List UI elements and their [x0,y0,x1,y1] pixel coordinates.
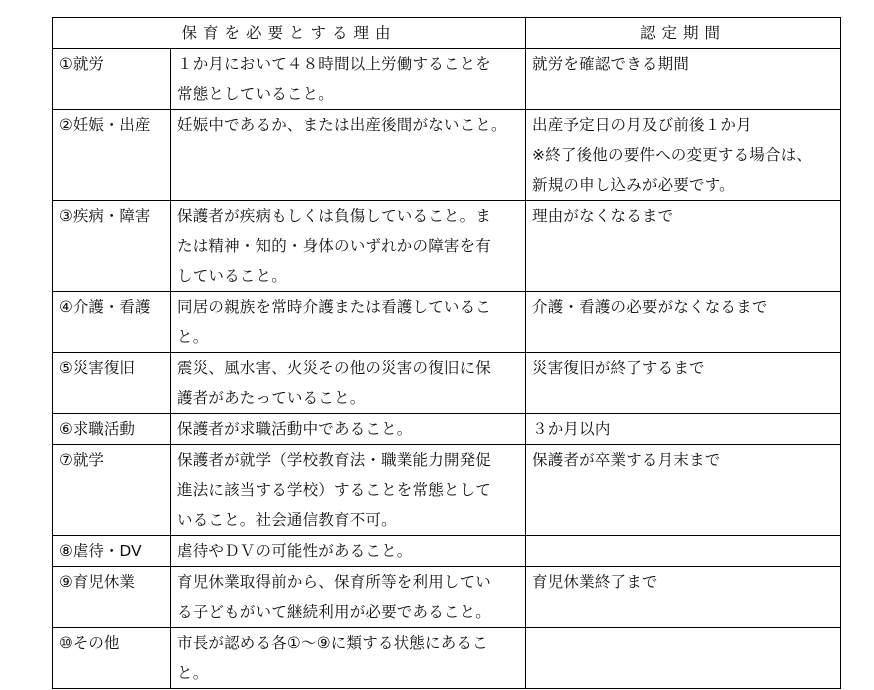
period-line: 育児休業終了まで [532,573,658,591]
header-reason: 保育を必要とする理由 [53,18,526,49]
certification-period [526,414,841,445]
condition-line: 護者があたっていること。 [177,389,366,407]
table-row [53,567,841,628]
reason-category: ⑤災害復旧 [53,353,171,414]
reason-category: ②妊娠・出産 [53,110,171,201]
period-line: 介護・看護の必要がなくなるまで [532,298,768,316]
reason-condition [171,567,526,628]
condition-line: １か月において４８時間以上労働することを [177,55,492,73]
reason-condition [171,414,526,445]
condition-line: 進法に該当する学校）することを常態として [177,481,492,499]
condition-line: 妊娠中であるか、または出産後間がないこと。 [177,116,507,134]
table-row [53,49,841,110]
table-row [53,445,841,536]
period-line: 新規の申し込みが必要です。 [532,176,735,194]
period-line: ３か月以内 [532,420,611,438]
condition-line: 同居の親族を常時介護または看護しているこ [177,298,492,316]
condition-line: 常態としていること。 [177,85,335,103]
reason-condition [171,201,526,292]
certification-period [526,292,841,353]
certification-period [526,201,841,292]
table-row [53,292,841,353]
condition-line: 保護者が疾病もしくは負傷していること。ま [177,207,492,225]
reason-condition [171,292,526,353]
reason-category: ⑥求職活動 [53,414,171,445]
reason-category: ③疾病・障害 [53,201,171,292]
period-line: ※終了後他の要件への変更する場合は、 [532,146,813,164]
condition-line: と。 [177,328,209,346]
table-row [53,110,841,201]
reason-category: ④介護・看護 [53,292,171,353]
condition-line: 震災、風水害、火災その他の災害の復旧に保 [177,359,492,377]
reason-condition [171,445,526,536]
reason-condition [171,628,526,689]
certification-period [526,110,841,201]
condition-line: していること。 [177,267,287,285]
period-line: 就労を確認できる期間 [532,55,690,73]
reason-condition [171,49,526,110]
period-line: 出産予定日の月及び前後１か月 [532,116,752,134]
reason-condition [171,110,526,201]
condition-line: と。 [177,664,209,682]
condition-line: 市長が認める各①～⑨に類する状態にあるこ [177,634,488,652]
period-line: 理由がなくなるまで [532,207,674,225]
reason-category: ⑩その他 [53,628,171,689]
table-row [53,414,841,445]
reason-category: ⑦就学 [53,445,171,536]
table-row [53,201,841,292]
certification-period [526,445,841,536]
condition-line: 虐待やＤＶの可能性があること。 [177,542,413,560]
condition-line: る子どもがいて継続利用が必要であること。 [177,603,492,621]
period-line: 保護者が卒業する月末まで [532,451,721,469]
table-row [53,536,841,567]
certification-period [526,536,841,567]
table-row [53,628,841,689]
childcare-reasons-table [52,17,841,689]
certification-period [526,353,841,414]
condition-line: 保護者が就学（学校教育法・職業能力開発促 [177,451,492,469]
table-header-row [53,18,841,49]
reason-category: ①就労 [53,49,171,110]
reason-condition [171,536,526,567]
condition-line: 保護者が求職活動中であること。 [177,420,413,438]
reason-condition [171,353,526,414]
certification-period [526,49,841,110]
reason-category: ⑨育児休業 [53,567,171,628]
reason-category: ⑧虐待・DV [53,536,171,567]
certification-period [526,628,841,689]
condition-line: いること。社会通信教育不可。 [177,511,397,529]
condition-line: 育児休業取得前から、保育所等を利用してい [177,573,492,591]
table-row [53,353,841,414]
condition-line: たは精神・知的・身体のいずれかの障害を有 [177,237,492,255]
table-body [53,49,841,689]
certification-period [526,567,841,628]
period-line: 災害復旧が終了するまで [532,359,705,377]
header-period: 認定期間 [526,18,841,49]
